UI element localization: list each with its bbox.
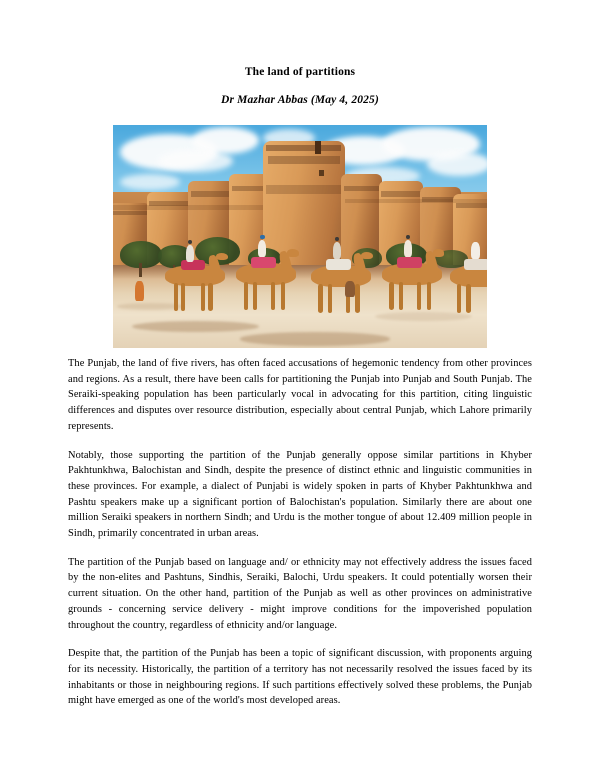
wall-band [113,205,263,209]
camel-head [216,253,228,260]
camel-with-rider [236,263,296,314]
camel-leg [208,283,212,310]
camel-leg [244,282,248,311]
camel-leg [201,283,205,310]
camel-saddle [397,257,422,268]
camel-with-rider [165,265,225,314]
camel-leg [281,282,285,311]
page-title: The land of partitions [244,66,356,78]
camel-saddle [326,259,351,270]
camel-leg [174,283,178,310]
sand-streak [240,332,390,345]
camel-leg [318,284,322,313]
tree-trunk [139,263,142,276]
cloud-shape [427,152,487,177]
crouching-person [345,281,355,297]
paragraph: Despite that, the partition of the Punjab has been a topic of significant discussion, with proponents arguing for its necessity. Historically, the partition of a territory has not necessarily resolved the issues faced by its inhabitants or those in neighbouring regions. If such partitions effectively solved these problems, the Punjab might have emerged as one of the world's most developed areas. [68,648,532,707]
cloud-shape [192,127,259,154]
article-body [68,356,532,709]
tower-window [315,141,321,154]
cloud-shape [120,174,180,190]
camel-leg [328,284,332,313]
wall-band [345,199,487,203]
paragraph: Notably, those supporting the partition of the Punjab generally oppose similar partitions in Khyber Pakhtunkhwa, Balochistan and Sindh, despite the presence of distinct ethnic and linguistic communities in these provinces. For example, a dialect of Punjabi is widely spoken in parts of Khyber Pakhtunkhwa and Pashtu speakers make up a significant portion of Balochistan's population. Similarly there are about one million Seraiki speakers in northern Sindh; and Urdu is the mother tongue of about 12.409 million people in Sindh, primarily concentrated in urban areas. [68,449,532,540]
camel-head [433,249,445,256]
camel-rider [404,240,412,257]
camel-head [287,249,299,256]
camel-leg [417,282,421,311]
paragraph: The partition of the Punjab based on language and/ or ethnicity may not effectively address the issues faced by the non-elites and Pashtuns, Sindhis, Seraiki, Balochi, Urdu speakers. It could potentially worsen their current situation. On the other hand, partition of the Punjab as well as other provinces on administrative grounds - concerning service delivery - might improve conditions for the impoverished population throughout the country, regardless of ethnicity and/or language. [68,556,532,631]
camel-leg [389,282,393,311]
paragraph: The Punjab, the land of five rivers, has often faced accusations of hegemonic tendency from other provinces and regions. As a result, there have been calls for partitioning the Punjab into Punjab and South Punjab. The Seraiki-speaking population has been particularly vocal in advocating for this partition, citing linguistic differences and disputes over resource distribution, especially about central Punjab, which Lahore primarily represents. [68,358,532,432]
camel-leg [399,282,403,311]
camel-leg [271,282,275,311]
tower-crenellation [266,145,341,151]
camel-with-rider [382,263,442,314]
camel-rider [471,242,479,259]
camel-leg [466,284,470,313]
camel-rider [186,245,194,262]
camel-leg [457,284,461,313]
author-byline: Dr Mazhar Abbas (May 4, 2025) [221,94,379,106]
camel-rider [258,240,266,257]
rider-head [260,235,264,240]
tower-window [319,170,324,177]
camel-leg [355,284,359,313]
camel-with-rider [450,265,487,316]
article-figure [113,125,487,348]
camel-saddle [464,259,487,270]
camel-with-rider [311,265,371,316]
camel-leg [253,282,257,311]
camel-saddle [251,257,276,268]
camel-rider [333,242,341,259]
standing-person [135,281,143,301]
tower-band [266,185,341,194]
camel-leg [181,283,185,310]
camel-head [361,252,373,259]
camel-leg [427,282,431,311]
derawar-fort-photograph [113,125,487,348]
